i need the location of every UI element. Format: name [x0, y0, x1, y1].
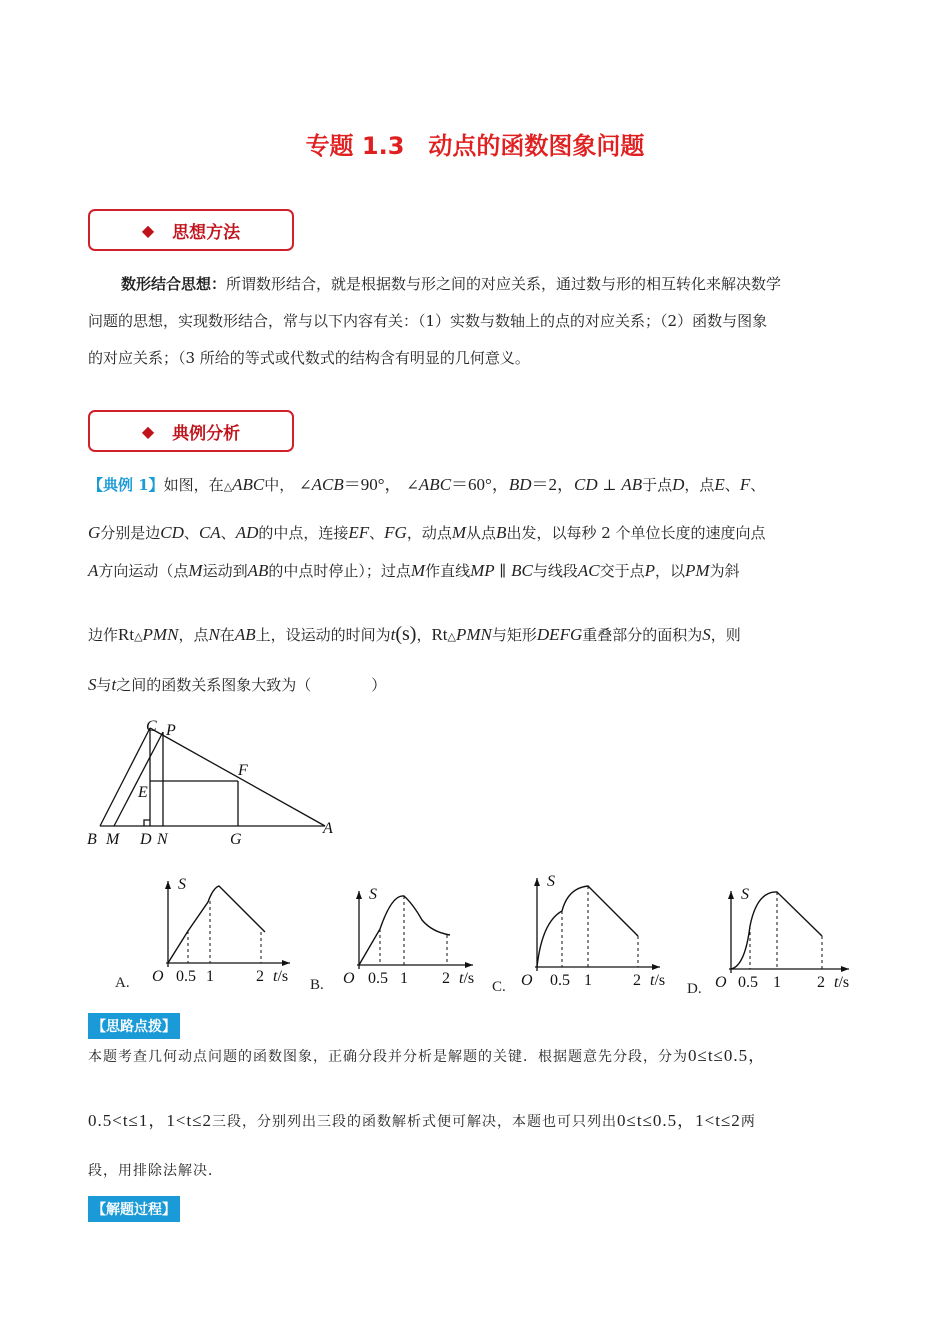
- section-header-method: [88, 209, 294, 251]
- tick-label: 1: [206, 968, 214, 985]
- label-D: D: [140, 831, 152, 848]
- x-axis-arrow: [465, 962, 473, 968]
- tick-label: 0.5: [550, 972, 570, 989]
- origin-label: O: [715, 974, 727, 991]
- x-axis-arrow: [841, 966, 849, 972]
- tick-label: 1: [400, 970, 408, 987]
- function-curve: [168, 886, 265, 963]
- method-label: 数形结合思想：: [121, 275, 227, 293]
- label-P: P: [166, 722, 176, 739]
- option-letter: B.: [310, 977, 324, 993]
- option-graph: [310, 866, 510, 1001]
- hint-line3: 段，用排除法解决．: [88, 1163, 223, 1179]
- option-graph: [492, 866, 692, 1001]
- example1-line2: G分别是边CD、CA、AD的中点，连接EF、FG，动点M从点B出发，以每秒 2 个单位长度的速度向点: [88, 523, 766, 542]
- example1-line4: 边作Rt△PMN，点N在AB上，设运动的时间为t(s)，Rt△PMN与矩形DEFG重叠部分的面积为S，则: [88, 623, 741, 645]
- x-axis-arrow: [652, 964, 660, 970]
- tick-label: 2: [817, 974, 825, 991]
- section-header-examples: [88, 410, 294, 452]
- option-a: [115, 866, 315, 1001]
- origin-label: O: [152, 968, 164, 985]
- hint-line2: 0.5<t≤1，1<t≤2三段，分别列出三段的函数解析式便可解决，本题也可只列出0≤t≤0.5，1<t≤2两: [88, 1111, 756, 1130]
- x-axis-label: t/s: [834, 974, 850, 991]
- tick-label: 1: [773, 974, 781, 991]
- option-letter: A.: [115, 975, 130, 991]
- label-G: G: [230, 831, 242, 848]
- option-b: [310, 866, 510, 1001]
- y-axis-arrow: [534, 878, 540, 886]
- tick-label: 0.5: [176, 968, 196, 985]
- solution-tag: 【解题过程】: [88, 1196, 180, 1222]
- y-axis-label: S: [741, 886, 749, 903]
- method-line3: 的对应关系；（3 所给的等式或代数式的结构含有明显的几何意义。: [88, 349, 530, 367]
- label-C: C: [146, 718, 157, 735]
- option-d: [687, 866, 887, 1001]
- example1-line1: 【典例 1】如图，在△ABC中， ∠ACB＝90°， ∠ABC＝60°，BD＝2，CD ⊥ AB于点D，点E、F、: [88, 475, 766, 494]
- label-M: M: [106, 831, 120, 848]
- label-B: B: [87, 831, 97, 848]
- tick-label: 0.5: [738, 974, 758, 991]
- tick-label: 0.5: [368, 970, 388, 987]
- tick-label: 2: [256, 968, 264, 985]
- y-axis-label: S: [547, 873, 555, 890]
- origin-label: O: [343, 970, 355, 987]
- triangle-figure: [80, 715, 350, 855]
- origin-label: O: [521, 972, 533, 989]
- option-c: [492, 866, 692, 1001]
- section-title-method: 思想方法: [172, 222, 241, 243]
- x-axis-arrow: [282, 960, 290, 966]
- label-N: N: [157, 831, 168, 848]
- y-axis-label: S: [178, 876, 186, 893]
- tick-label: 2: [633, 972, 641, 989]
- y-axis-label: S: [369, 886, 377, 903]
- example-tag: 【典例 1】: [88, 476, 164, 494]
- option-letter: D.: [687, 981, 702, 997]
- method-line1: 所谓数形结合，就是根据数与形之间的对应关系，通过数与形的相互转化来解决数学: [226, 275, 782, 293]
- option-letter: C.: [492, 979, 506, 995]
- option-graph: [687, 866, 887, 1001]
- y-axis-arrow: [165, 881, 171, 889]
- option-graph: [115, 866, 315, 1001]
- method-line2: 问题的思想，实现数形结合，常与以下内容有关：（1）实数与数轴上的点的对应关系；（2）函数与图象: [88, 312, 768, 330]
- hint-tag: 【思路点拨】: [88, 1013, 180, 1039]
- x-axis-label: t/s: [459, 970, 475, 987]
- label-E: E: [138, 784, 148, 801]
- example1-line3: A方向运动（点M运动到AB的中点时停止）；过点M作直线MP ∥ BC与线段AC交于点P，以PM为斜: [88, 561, 740, 580]
- function-curve: [359, 896, 450, 965]
- label-A: A: [323, 820, 333, 837]
- method-paragraph: [88, 266, 868, 377]
- section-title-examples: 典例分析: [172, 423, 241, 444]
- tick-label: 2: [442, 970, 450, 987]
- x-axis-label: t/s: [650, 972, 666, 989]
- y-axis-arrow: [728, 891, 734, 899]
- example1-line5: S与t之间的函数关系图象大致为（ ）: [88, 675, 387, 694]
- y-axis-arrow: [356, 891, 362, 899]
- diamond-icon: ◆: [141, 220, 155, 240]
- diamond-icon: ◆: [141, 421, 155, 441]
- hint-line1: 本题考查几何动点问题的函数图象，正确分段并分析是解题的关键．根据题意先分段，分为0≤t≤0.5，: [88, 1046, 767, 1065]
- tick-label: 1: [584, 972, 592, 989]
- label-F: F: [238, 762, 248, 779]
- page-title: 专题 1.3 动点的函数图象问题: [305, 132, 645, 160]
- x-axis-label: t/s: [273, 968, 289, 985]
